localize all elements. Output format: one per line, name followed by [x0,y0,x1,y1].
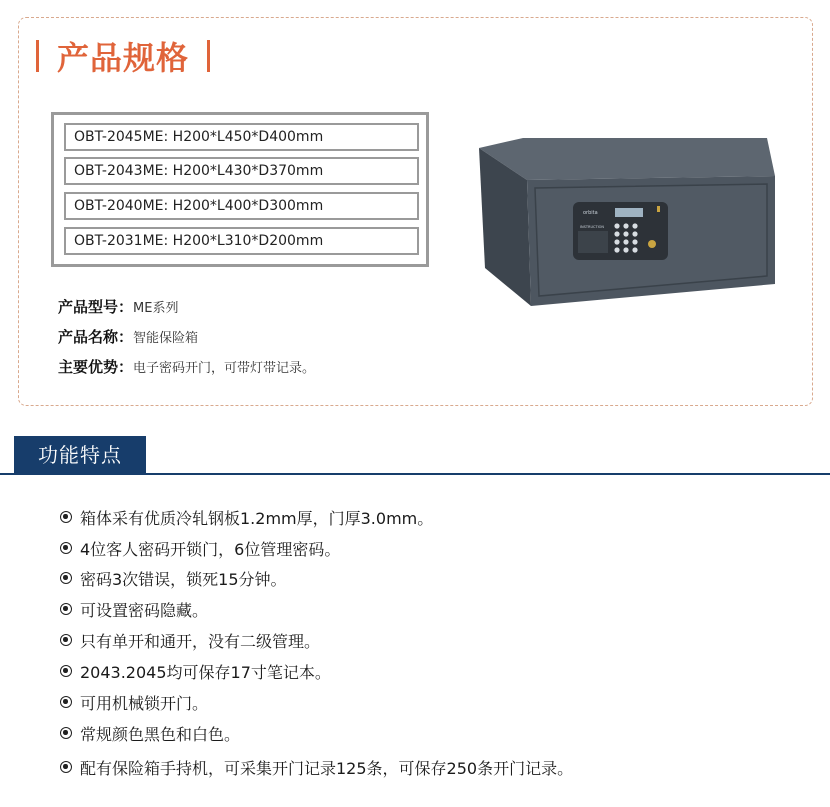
bullet-icon [60,572,72,584]
list-item [60,690,208,714]
feature-text: 只有单开和通开，没有二级管理。 [80,631,321,651]
bullet-icon [60,665,72,677]
bullet-icon [60,761,72,773]
led-indicator [657,206,660,212]
brand-label: orbita [583,210,598,216]
header-underline [0,473,830,475]
attr-key: 主要优势： [58,358,134,376]
safe-photo [475,136,780,308]
attr-model [58,296,178,317]
attr-value: 智能保险箱 [133,331,199,346]
list-item [60,536,340,560]
lock-knob [648,240,656,248]
attr-value: 电子密码开门，可带灯带记录。 [133,361,316,376]
list-item [60,566,287,590]
safe-top [479,138,775,180]
model-row: OBT-2031ME: H200*L310*D200mm [64,227,419,255]
attr-key: 产品名称： [58,328,134,346]
attr-value: ME系列 [133,301,179,316]
list-item [60,755,573,779]
list-item [60,505,433,529]
features-header [0,436,830,476]
feature-text: 可用机械锁开门。 [80,693,209,713]
title-bar-left [36,40,39,72]
bullet-icon [60,511,72,523]
list-item [60,628,320,652]
features-title: 功能特点 [14,436,146,474]
model-row: OBT-2040ME: H200*L400*D300mm [64,192,419,220]
feature-text: 箱体采有优质冷轧钢板1.2mm厚，门厚3.0mm。 [80,508,434,528]
feature-text: 常规颜色黑色和白色。 [80,724,241,744]
instruction-text-block [578,231,608,253]
attr-advantage [58,356,315,377]
feature-text: 密码3次错误，锁死15分钟。 [80,569,287,589]
model-row: OBT-2045ME: H200*L450*D400mm [64,123,419,151]
bullet-icon [60,634,72,646]
title-bar-right [207,40,210,72]
bullet-icon [60,542,72,554]
list-item [60,721,240,745]
bullet-icon [60,696,72,708]
list-item [60,659,331,683]
feature-text: 2043.2045均可保存17寸笔记本。 [80,662,331,682]
feature-text: 配有保险箱手持机，可采集开门记录125条，可保存250条开门记录。 [80,758,574,778]
attr-name [58,326,198,347]
panel-label: INSTRUCTION [580,225,604,229]
feature-text: 4位客人密码开锁门，6位管理密码。 [80,539,341,559]
spec-section-title [36,36,210,76]
display [615,208,643,217]
bullet-icon [60,603,72,615]
attr-key: 产品型号： [58,298,134,316]
models-table [51,112,429,267]
spec-title: 产品规格 [57,39,190,77]
feature-text: 可设置密码隐藏。 [80,600,209,620]
list-item [60,597,208,621]
bullet-icon [60,727,72,739]
model-row: OBT-2043ME: H200*L430*D370mm [64,157,419,185]
